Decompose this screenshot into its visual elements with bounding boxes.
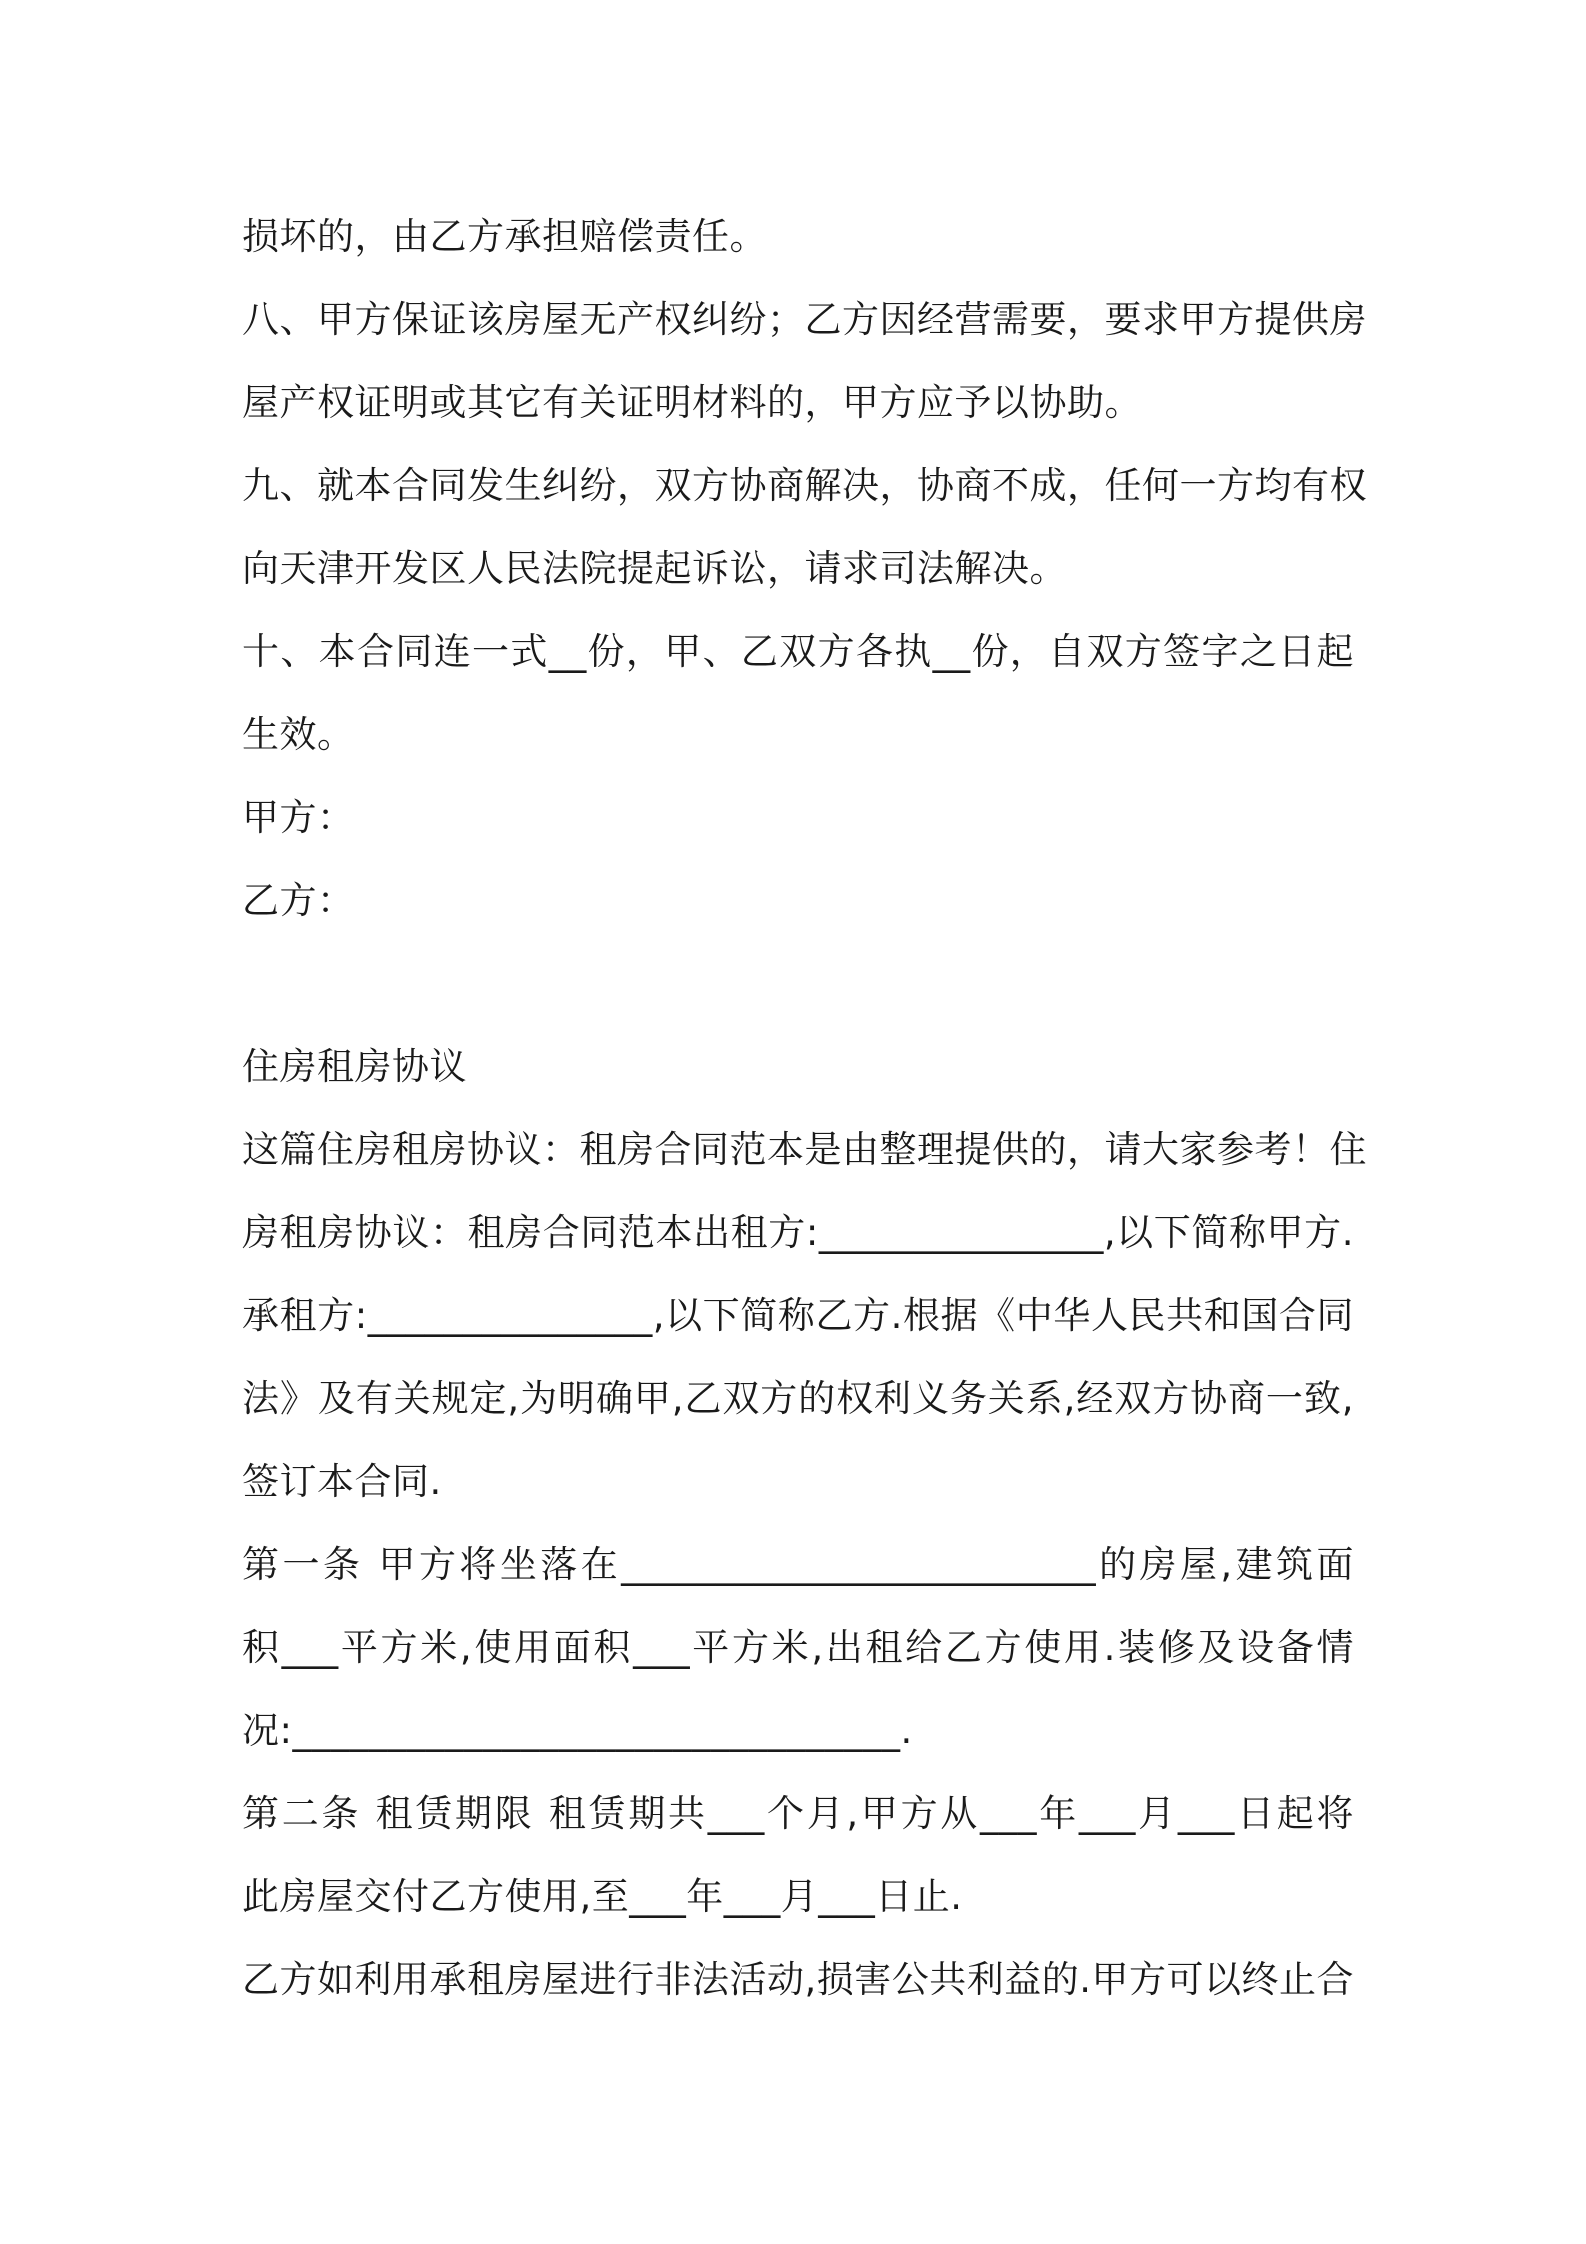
- intro-paragraph: [242, 1108, 1367, 1523]
- clause-9: [242, 444, 1367, 610]
- text-line: 十、本合同连一式__份，甲、乙双方各执__份，自双方签字之日起: [242, 630, 1354, 673]
- text-line: 房租房协议：租房合同范本出租方:_______________,以下简称甲方.: [242, 1211, 1354, 1254]
- document-page: [242, 195, 1367, 2021]
- clause-10: [242, 610, 1354, 776]
- text-line: 九、就本合同发生纠纷，双方协商解决，协商不成，任何一方均有权: [242, 464, 1367, 507]
- party-a-signature-label: 甲方：: [242, 796, 355, 839]
- text-line: 这篇住房租房协议：租房合同范本是由整理提供的，请大家参考！住: [242, 1128, 1367, 1171]
- clause-8: [242, 278, 1367, 444]
- section-title: 住房租房协议: [242, 1045, 467, 1088]
- article-1: [242, 1523, 1354, 1772]
- party-b-signature-label: 乙方：: [242, 879, 355, 922]
- text-line: 第一条 甲方将坐落在_________________________的房屋,建筑面: [242, 1543, 1354, 1586]
- text-line: 八、甲方保证该房屋无产权纠纷；乙方因经营需要，要求甲方提供房: [242, 298, 1367, 341]
- text-line: 法》及有关规定,为明确甲,乙双方的权利义务关系,经双方协商一致,: [242, 1377, 1354, 1420]
- text-line: 积___平方米,使用面积___平方米,出租给乙方使用.装修及设备情: [242, 1626, 1354, 1669]
- article-2: [242, 1772, 1354, 1938]
- text-line: 承租方:_______________,以下简称乙方.根据《中华人民共和国合同: [242, 1294, 1354, 1337]
- text-line: 生效。: [242, 713, 355, 756]
- text-line: 屋产权证明或其它有关证明材料的，甲方应予以协助。: [242, 381, 1142, 424]
- text-line: 签订本合同.: [242, 1460, 442, 1503]
- text-line: 第二条 租赁期限 租赁期共___个月,甲方从___年___月___日起将: [242, 1792, 1354, 1835]
- text-line: 损坏的，由乙方承担赔偿责任。: [242, 215, 767, 258]
- text-line: 向天津开发区人民法院提起诉讼，请求司法解决。: [242, 547, 1067, 590]
- text-line: 乙方如利用承租房屋进行非法活动,损害公共利益的.甲方可以终止合: [242, 1958, 1355, 2001]
- section-gap: [242, 942, 1354, 1025]
- text-line: 此房屋交付乙方使用,至___年___月___日止.: [242, 1875, 963, 1918]
- text-line: 况:________________________________.: [242, 1709, 913, 1752]
